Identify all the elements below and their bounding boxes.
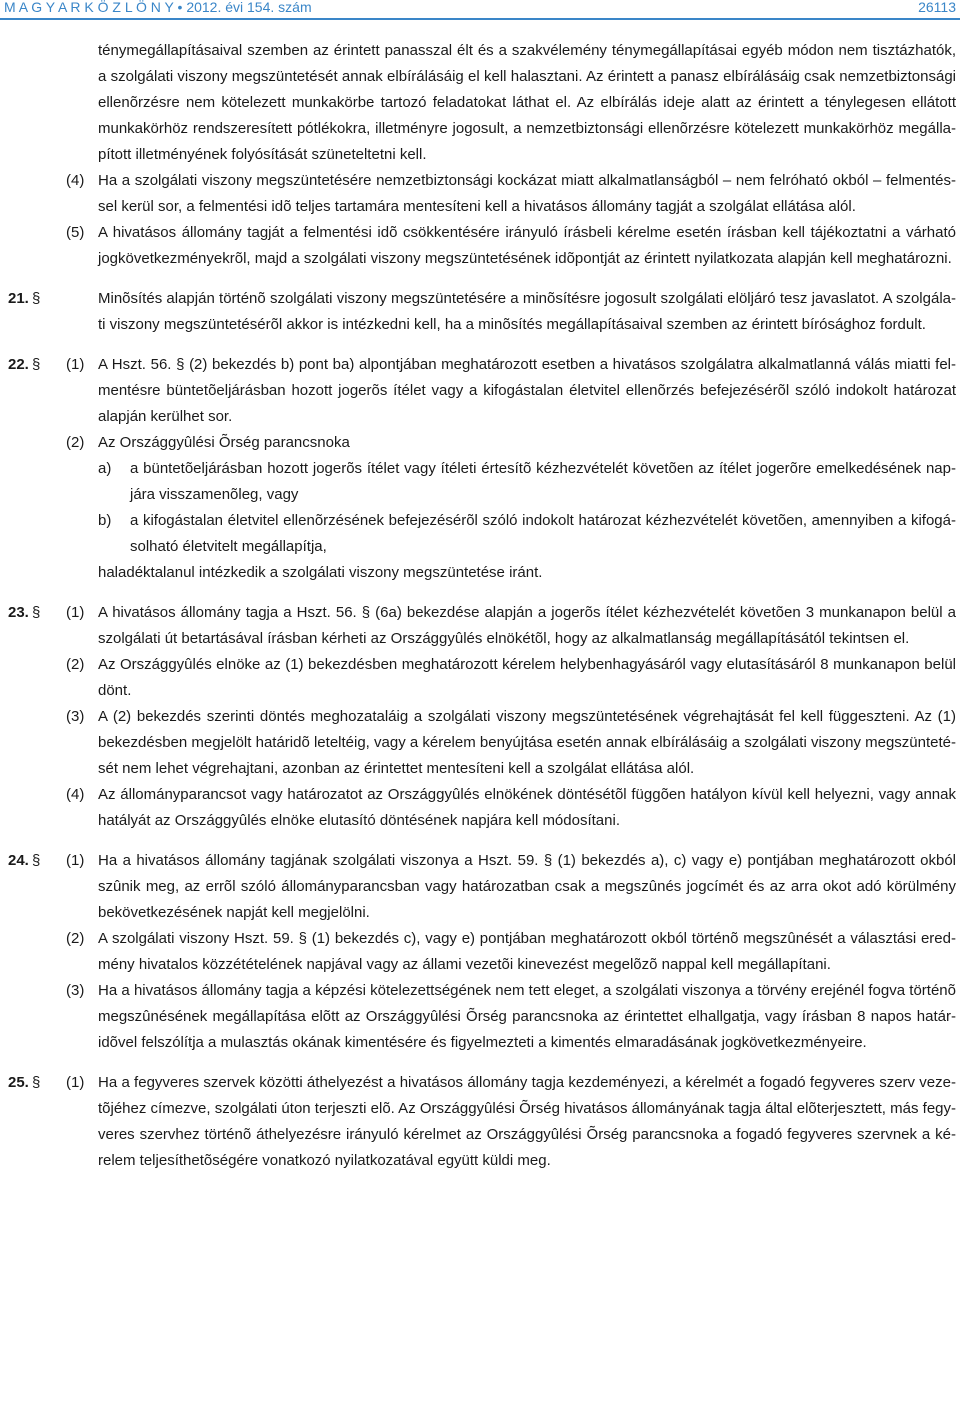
paragraph-number: (1) — [66, 356, 85, 373]
paragraph — [0, 652, 960, 704]
section-number: 21. — [8, 290, 29, 307]
section-21 — [0, 286, 960, 338]
closing-text: haladéktalanul intézkedik a szolgálati viszony megszüntetése iránt. — [98, 564, 543, 581]
section-sign: § — [32, 356, 41, 373]
header-rule — [0, 18, 960, 20]
intro-paragraph — [0, 38, 960, 168]
paragraph-number: (1) — [66, 852, 85, 869]
paragraph-text: Az Országgyûlési Õrség parancsnoka — [98, 434, 350, 451]
section-22 — [0, 352, 960, 430]
paragraph-text: A hivatásos állomány tagját a felmentési idõ csökkentésére irányuló írásbeli kérelme esetén írásban kell tájékoztatni a várható jogkövetkezményekrõl, majd a szolgálati viszony megszüntetésének idõpontját az érintett nyilatkozata alapján kell meghatározni. — [98, 224, 956, 267]
item-text: a kifogástalan életvitel ellenõrzésének befejezésérõl szóló indokolt határozat kézhezvételét követõen, amennyiben a kifogásolható életvitelt megállapítja, — [130, 512, 956, 555]
paragraph-number: (3) — [66, 982, 85, 999]
paragraph-number: (5) — [66, 224, 85, 241]
section-23 — [0, 600, 960, 652]
paragraph — [0, 926, 960, 978]
paragraph-number: (4) — [66, 172, 85, 189]
paragraph-number: (2) — [66, 656, 85, 673]
intro-text: ténymegállapításaival szemben az érintett panasszal élt és a szakvélemény ténymegállapításai egyéb módon nem tisztázhatók, a szolgálati viszony megszüntetését annak elbírálásáig el kell halasztani. Az érintett a panasz elbírálásáig csak nemzetbiztonsági ellenõrzésre nem kötelezett munkakörbe tartozó feladatokat láthat el. Az elbírálás ideje alatt az érintett a ténylegesen ellátott munkakörhöz rendszeresített pótlékokra, illetményre jogosult, a nemzetbiztonsági ellenõrzésre kötelezett munkakörhöz megállapított illetményének folyósítását szüneteltetni kell. — [98, 42, 956, 163]
section-number: 25. — [8, 1074, 29, 1091]
paragraph-number: (1) — [66, 1074, 85, 1091]
section-sign: § — [32, 852, 41, 869]
list-item — [98, 508, 956, 560]
section-number: 24. — [8, 852, 29, 869]
paragraph-text: Ha a hivatásos állomány tagjának szolgálati viszonya a Hszt. 59. § (1) bekezdés a), c) vagy e) pontjában meghatározott okból szûnik meg, az errõl szóló állományparancsban vagy határozatban csak a megszûnés jogcímét és az arra okot adó körülmény bekövetkezésének napját kell megjelölni. — [98, 852, 956, 921]
paragraph-number: (2) — [66, 930, 85, 947]
item-letter: b) — [98, 512, 112, 529]
paragraph-text: A szolgálati viszony Hszt. 59. § (1) bekezdés c), vagy e) pontjában meghatározott okból történõ megszûnését a választási eredmény hivatalos közzétételének napjával vagy az állami vezetõi kinevezést megelõzõ nappal kell megállapítani. — [98, 930, 956, 973]
section-24 — [0, 848, 960, 926]
paragraph — [0, 782, 960, 834]
paragraph-text: A Hszt. 56. § (2) bekezdés b) pont ba) alpontjában meghatározott esetben a hivatásos szolgálatra alkalmatlanná válás miatti felmentésre büntetõeljárásban hozott jogerõs ítélet vagy a kifogástalan életvitel ellenõrzés befejezésérõl szóló indokolt határozat alapján kerülhet sor. — [98, 356, 956, 425]
section-number: 22. — [8, 356, 29, 373]
paragraph — [0, 978, 960, 1056]
paragraph-number: (4) — [66, 786, 85, 803]
section-text: Minõsítés alapján történõ szolgálati viszony megszüntetésére a minõsítésre jogosult szolgálati elöljáró tesz javaslatot. A szolgálati viszony megszüntetésérõl akkor is intézkedni kell, ha a minõsítés megállapításaival szemben az érintett bírósághoz fordult. — [98, 290, 956, 333]
paragraph-4 — [0, 168, 960, 220]
paragraph-text: Az Országgyûlés elnöke az (1) bekezdésben meghatározott kérelem helybenhagyásáról vagy elutasításáról 8 munkanapon belül dönt. — [98, 656, 956, 699]
paragraph-number: (3) — [66, 708, 85, 725]
page-header — [0, 0, 960, 18]
paragraph — [0, 704, 960, 782]
item-text: a büntetõeljárásban hozott jogerõs ítélet vagy ítéleti értesítõ kézhezvételét követõen az ítélet jogerõre emelkedésének napjára visszamenõleg, vagy — [130, 460, 956, 503]
paragraph-number: (2) — [66, 434, 85, 451]
page-number: 26113 — [918, 0, 956, 15]
paragraph-text: Ha a hivatásos állomány tagja a képzési kötelezettségének nem tett eleget, a szolgálati viszonya a törvény erejénél fogva történõ megszûnésének megállapítása elõtt az Országgyûlési Õrség parancsnoka az érintettet elhallgatja, vagy írásban 8 napos határidõvel felszólítja a mulasztás okának kimentésére és figyelmezteti a kimentés elmaradásának jogkövetkezményeire. — [98, 982, 956, 1051]
paragraph-text: Az állományparancsot vagy határozatot az Országgyûlés elnökének döntésétõl függõen hatályon kívül kell helyezni, vagy annak hatályát az Országgyûlés elnöke elutasító döntésének napjára kell módosítani. — [98, 786, 956, 829]
section-25 — [0, 1070, 960, 1174]
section-number: 23. — [8, 604, 29, 621]
section-sign: § — [32, 604, 41, 621]
journal-title: M A G Y A R K Ö Z L Ö N Y • 2012. évi 154. szám — [4, 0, 312, 15]
paragraph-text: Ha a szolgálati viszony megszüntetésére nemzetbiztonsági kockázat miatt alkalmatlanságból – nem felróható okból – felmentéssel kerül sor, a felmentési idõ teljes tartamára mentesíteni kell a hivatásos állomány tagját a szolgálat ellátása alól. — [98, 172, 956, 215]
paragraph-text: Ha a fegyveres szervek közötti áthelyezést a hivatásos állomány tagja kezdeményezi, a kérelmét a fogadó fegyveres szerv vezetõjéhez címezve, szolgálati úton terjeszti elõ. Az Országgyûlési Õrség hivatásos állományának tagja által elõterjesztett, más fegyveres szervhez történõ áthelyezésre irányuló kérelmet az Országgyûlési Õrség parancsnoka a fogadó fegyveres szervnek a kérelem teljesíthetõségére vonatkozó nyilatkozatával együtt küldi meg. — [98, 1074, 956, 1169]
section-sign: § — [32, 290, 41, 307]
paragraph-5 — [0, 220, 960, 272]
section-22-paragraph-2 — [0, 430, 960, 456]
paragraph-text: A (2) bekezdés szerinti döntés meghozataláig a szolgálati viszony megszüntetésének végrehajtását fel kell függeszteni. Az (1) bekezdésben megjelölt határidõ leteltéig, vagy a kérelem benyújtása esetén annak elbírálásáig a szolgálati viszony megszüntetését nem lehet végrehajtani, azonban az érintettet mentesíteni kell a szolgálat ellátása alól. — [98, 708, 957, 777]
section-sign: § — [32, 1074, 41, 1091]
item-letter: a) — [98, 460, 112, 477]
paragraph-text: A hivatásos állomány tagja a Hszt. 56. § (6a) bekezdése alapján a jogerõs ítélet kézhezvételét követõen 3 munkanapon belül a szolgálati út betartásával írásban kérheti az Országgyûlés elnökétõl, hogy az alkalmatlanság megállapításától tekintsen el. — [98, 604, 956, 647]
paragraph-number: (1) — [66, 604, 85, 621]
document-body — [0, 38, 960, 1174]
list-item — [98, 456, 956, 508]
